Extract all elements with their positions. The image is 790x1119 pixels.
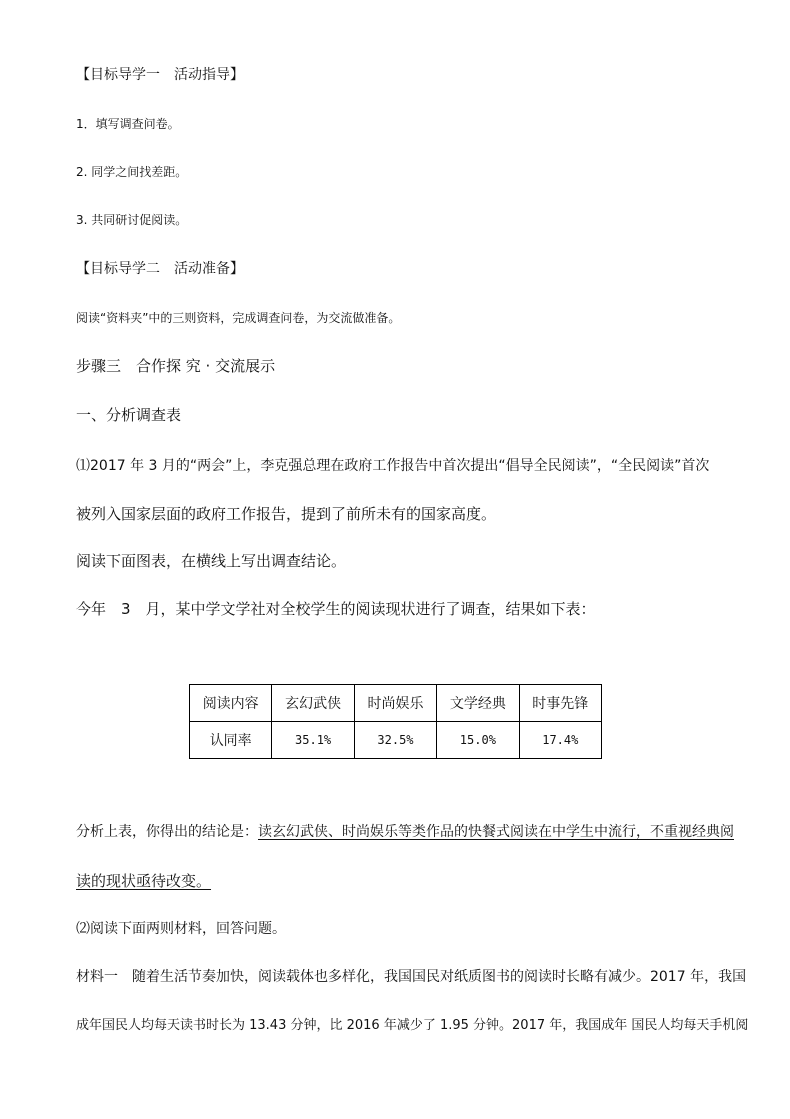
- analysis-prefix: 分析上表，你得出的结论是：: [76, 824, 258, 840]
- table-row-label: 认同率: [190, 722, 272, 759]
- paragraph1-line2: 被列入国家层面的政府工作报告，提到了前所未有的国家高度。: [76, 505, 497, 523]
- survey-intro: 今年 3 月，某中学文学社对全校学生的阅读现状进行了调查，结果如下表：: [76, 600, 596, 618]
- section1-heading: 【目标导学一 活动指导】: [76, 67, 244, 83]
- survey-table: [189, 684, 602, 759]
- section1-item-3: 3. 共同研讨促阅读。: [76, 213, 188, 227]
- step3-heading: 步骤三 合作探 究 · 交流展示: [76, 357, 276, 375]
- table-header-cell: 阅读内容: [190, 685, 272, 722]
- table-header-cell: 时事先锋: [519, 685, 601, 722]
- paragraph1-line1: ⑴2017 年 3 月的“两会”上，李克强总理在政府工作报告中首次提出“倡导全民阅读”，“全民阅读”首次: [76, 458, 710, 474]
- analysis-answer-part2: 读的现状亟待改变。: [76, 872, 212, 890]
- section1-item-2: 2. 同学之间找差距。: [76, 165, 188, 179]
- material1-line2: 成年国民人均每天读书时长为 13.43 分钟，比 2016 年减少了 1.95 分钟。2017 年，我国成年 国民人均每天手机阅: [76, 1018, 749, 1033]
- section2-heading: 【目标导学二 活动准备】: [76, 261, 244, 277]
- table-header-cell: 玄幻武侠: [272, 685, 354, 722]
- analysis-line1: [76, 825, 734, 839]
- section1-item-1: 1．填写调查问卷。: [76, 117, 180, 131]
- table-cell: 17.4%: [519, 722, 601, 759]
- table-cell: 15.0%: [437, 722, 519, 759]
- table-cell: 35.1%: [272, 722, 354, 759]
- table-header-cell: 文学经典: [437, 685, 519, 722]
- table-header-row: [190, 685, 602, 722]
- part2-title: ⑵阅读下面两则材料，回答问题。: [76, 921, 286, 937]
- table-row: [190, 722, 602, 759]
- table-cell: 32.5%: [354, 722, 436, 759]
- table-header-cell: 时尚娱乐: [354, 685, 436, 722]
- material1-line1: 材料一 随着生活节奏加快，阅读载体也多样化，我国国民对纸质图书的阅读时长略有减少。2017 年，我国: [76, 969, 747, 985]
- analysis-answer-part1: 读玄幻武侠、时尚娱乐等类作品的快餐式阅读在中学生中流行，不重视经典阅: [258, 824, 734, 840]
- part1-title: 一、分析调查表: [76, 406, 182, 424]
- section2-text: 阅读“资料夹”中的三则资料，完成调查问卷，为交流做准备。: [76, 311, 401, 325]
- instruction-text: 阅读下面图表，在横线上写出调查结论。: [76, 552, 347, 570]
